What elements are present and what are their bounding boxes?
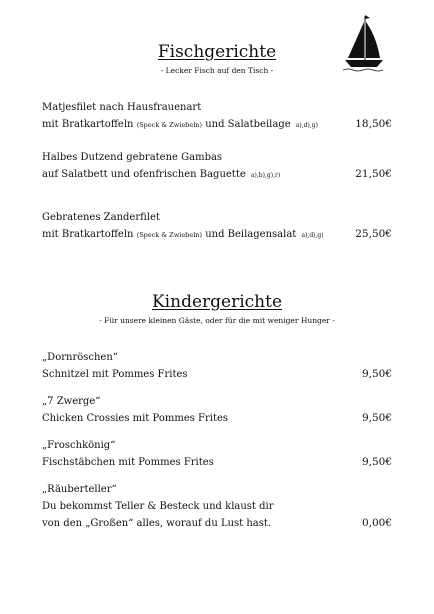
dish-name: „Räuberteller“	[42, 484, 117, 495]
kinder-item-raeuberteller	[42, 481, 392, 532]
dish-description: mit Bratkartoffeln (Speck & Zwiebeln) und Beilagensalat a),d),g) 25,50€	[42, 226, 392, 244]
dish-description: Schnitzel mit Pommes Frites 9,50€	[42, 366, 392, 383]
dish-description-continued: von den „Großen“ alles, worauf du Lust hast. 0,00€	[42, 515, 392, 532]
dish-name: „Froschkönig“	[42, 440, 116, 451]
kinder-section-subtitle: - Für unsere kleinen Gäste, oder für die mit weniger Hunger -	[99, 316, 335, 325]
dish-name: „7 Zwerge“	[42, 396, 101, 407]
dish-description: auf Salatbett und ofenfrischen Baguette a),b),g),r) 21,50€	[42, 166, 392, 184]
fisch-item-matjes	[42, 99, 392, 134]
dish-price: 25,50€	[355, 228, 392, 240]
dish-description: Fischstäbchen mit Pommes Frites 9,50€	[42, 454, 392, 471]
dish-price: 18,50€	[355, 118, 392, 130]
allergen-codes: a),b),g),r)	[250, 172, 281, 179]
dish-price: 9,50€	[361, 368, 392, 380]
fisch-item-gambas	[42, 149, 392, 184]
dish-price: 0,00€	[361, 517, 392, 529]
dish-note: (Speck & Zwiebeln)	[136, 121, 202, 129]
fisch-section-title: Fischgerichte	[157, 42, 277, 62]
kinder-section-title: Kindergerichte	[151, 292, 283, 312]
fisch-section-subtitle: - Lecker Fisch auf den Tisch -	[160, 66, 274, 75]
dish-price: 21,50€	[355, 168, 392, 180]
dish-description: Du bekommst Teller & Besteck und klaust dir	[42, 501, 274, 512]
allergen-codes: a),d),g)	[301, 232, 324, 239]
dish-name: Halbes Dutzend gebratene Gambas	[42, 152, 223, 163]
dish-price: 9,50€	[361, 412, 392, 424]
dish-price: 9,50€	[361, 456, 392, 468]
allergen-codes: a),d),g)	[295, 122, 318, 129]
kinder-item-7-zwerge	[42, 393, 392, 427]
kinder-item-froschkoenig	[42, 437, 392, 471]
dish-name: „Dornröschen“	[42, 352, 118, 363]
dish-description: Chicken Crossies mit Pommes Frites 9,50€	[42, 410, 392, 427]
dish-note: (Speck & Zwiebeln)	[136, 231, 202, 239]
dish-name: Gebratenes Zanderfilet	[42, 212, 160, 223]
dish-name: Matjesfilet nach Hausfrauenart	[42, 102, 202, 113]
kinder-item-dornroeschen	[42, 349, 392, 383]
fisch-item-zander	[42, 209, 392, 244]
dish-description: mit Bratkartoffeln (Speck & Zwiebeln) und Salatbeilage a),d),g) 18,50€	[42, 116, 392, 134]
